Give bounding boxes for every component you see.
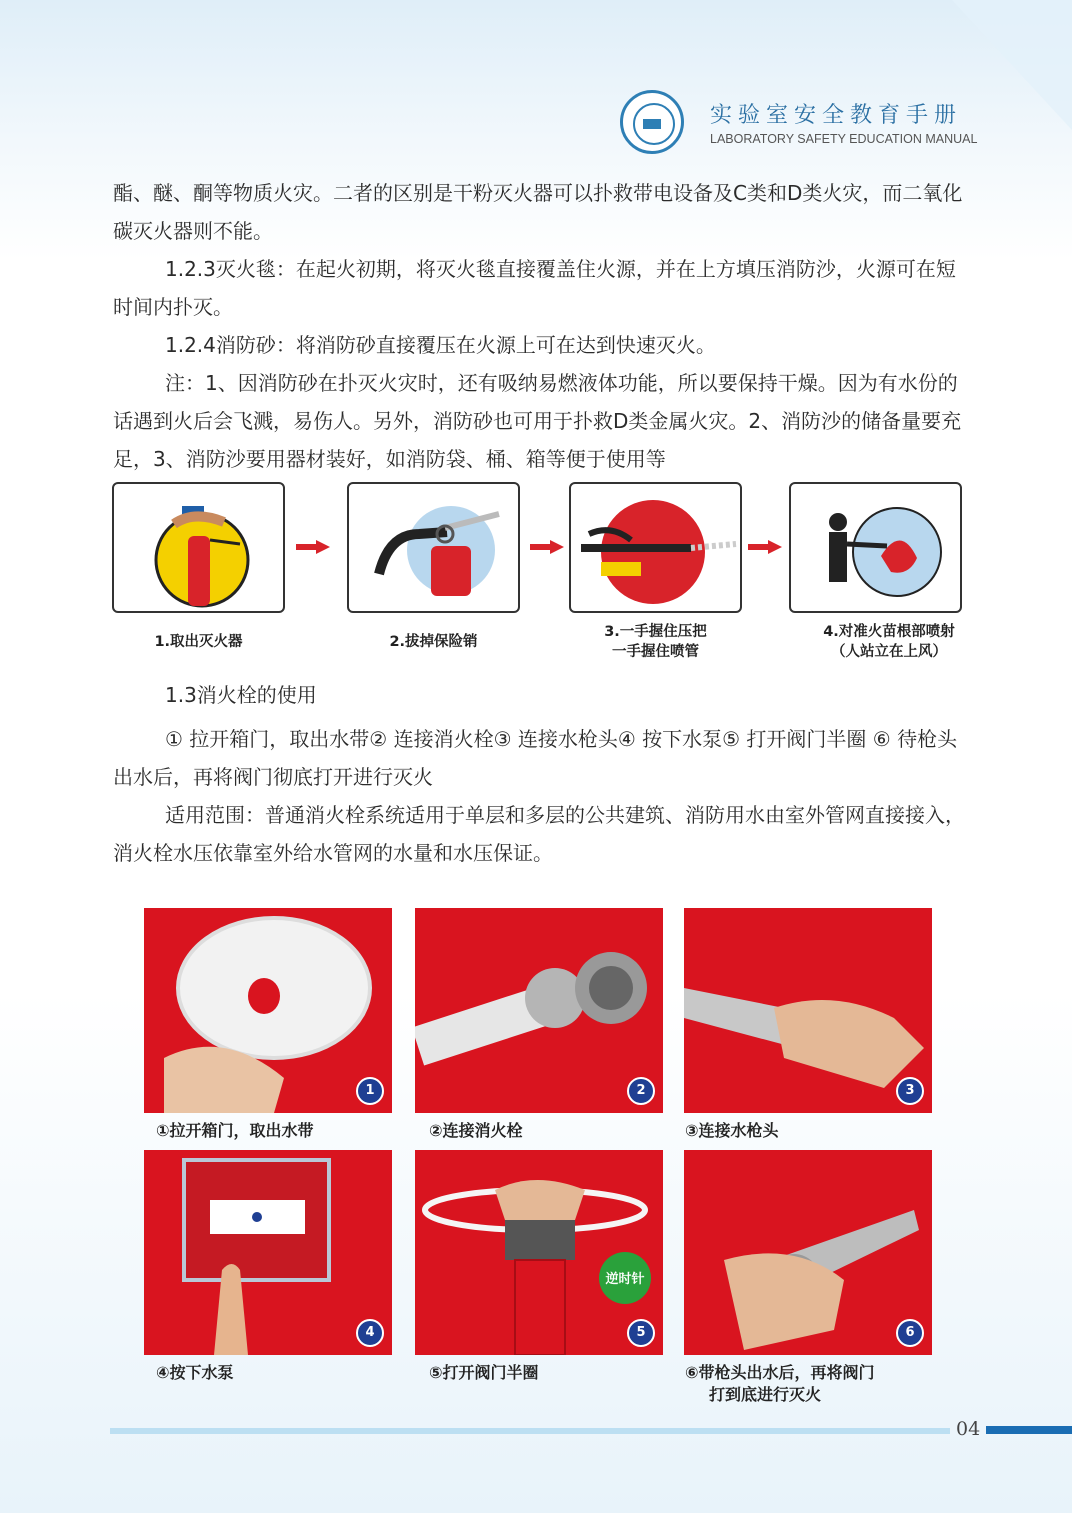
step-2-image — [347, 482, 520, 613]
arrow-icon — [748, 540, 782, 554]
page-header — [620, 88, 1040, 158]
photo-press-pump — [144, 1150, 392, 1355]
hydrant-scope-text: 适用范围：普通消火栓系统适用于单层和多层的公共建筑、消防用水由室外管网直接接入，消火栓水压依靠室外给水管网的水量和水压保证。 — [113, 803, 965, 865]
step-1-image — [112, 482, 285, 613]
body-text-block — [113, 174, 968, 478]
step-number-badge: 2 — [627, 1077, 655, 1105]
hydrant-text-block — [113, 676, 968, 714]
footer-rule — [110, 1428, 950, 1434]
arrow-icon — [296, 540, 330, 554]
step-4-image — [789, 482, 962, 613]
photo-caption-6-line2: 打到底进行灭火 — [709, 1385, 822, 1404]
hydrant-photo-grid — [144, 908, 934, 1408]
paragraph-fire-sand: 1.2.4消防砂：将消防砂直接覆压在火源上可在达到快速灭火。 — [165, 333, 716, 357]
photo-caption-3: ③连接水枪头 — [685, 1121, 779, 1140]
extinguisher-steps-diagram — [112, 482, 967, 660]
university-seal-logo — [620, 90, 684, 154]
photo-connect-nozzle — [684, 908, 932, 1113]
step-caption-3: 3.一手握住压把 一手握住喷管 — [604, 624, 707, 660]
step-number-badge: 1 — [356, 1077, 384, 1105]
photo-caption-2: ②连接消火栓 — [429, 1121, 523, 1140]
counterclockwise-badge: 逆时针 — [605, 1272, 645, 1287]
photo-nozzle-water — [684, 1150, 932, 1355]
footer-accent-bar — [986, 1426, 1072, 1434]
step-number-badge: 6 — [896, 1319, 924, 1347]
step-3-image — [569, 482, 742, 613]
step-caption-4: 4.对准火苗根部喷射 （人站立在上风） — [823, 624, 955, 660]
step-number-badge: 3 — [896, 1077, 924, 1105]
paragraph-fire-blanket: 1.2.3灭火毯：在起火初期，将灭火毯直接覆盖住火源，并在上方填压消防沙，火源可在短时间内扑灭。 — [113, 257, 956, 319]
hydrant-steps-text: ① 拉开箱门，取出水带② 连接消火栓③ 连接水枪头④ 按下水泵⑤ 打开阀门半圈 ⑥ 待枪头出水后，再将阀门彻底打开进行灭火 — [113, 727, 958, 789]
step-number-badge: 5 — [627, 1319, 655, 1347]
photo-caption-4: ④按下水泵 — [156, 1363, 234, 1382]
step-number-badge: 4 — [356, 1319, 384, 1347]
hydrant-steps-block — [113, 720, 968, 872]
photo-open-valve — [415, 1150, 663, 1355]
arrow-icon — [530, 540, 564, 554]
photo-caption-5: ⑤打开阀门半圈 — [429, 1363, 539, 1382]
manual-title-cn: 实验室安全教育手册 — [710, 103, 963, 128]
page-number: 04 — [956, 1418, 981, 1440]
photo-caption-6: ⑥带枪头出水后，再将阀门 — [685, 1363, 875, 1382]
photo-hose-roll — [144, 908, 392, 1113]
photo-caption-1: ①拉开箱门，取出水带 — [156, 1121, 314, 1140]
manual-title-en: LABORATORY SAFETY EDUCATION MANUAL — [710, 132, 978, 146]
step-caption-2: 2.拔掉保险销 — [389, 634, 478, 650]
hydrant-heading: 1.3消火栓的使用 — [165, 683, 317, 707]
paragraph-extinguisher-diff: 酯、醚、酮等物质火灾。二者的区别是干粉灭火器可以扑救带电设备及C类和D类火灾，而二氧化碳灭火器则不能。 — [113, 181, 963, 243]
step-caption-1: 1.取出灭火器 — [154, 634, 243, 650]
paragraph-note: 注：1、因消防砂在扑灭火灾时，还有吸纳易燃液体功能，所以要保持干燥。因为有水份的话遇到火后会飞溅，易伤人。另外，消防砂也可用于扑救D类金属火灾。2、消防沙的储备量要充足，3、消防沙要用器材装好，如消防袋、桶、箱等便于使用等 — [113, 371, 962, 471]
photo-connect-hydrant — [415, 908, 663, 1113]
